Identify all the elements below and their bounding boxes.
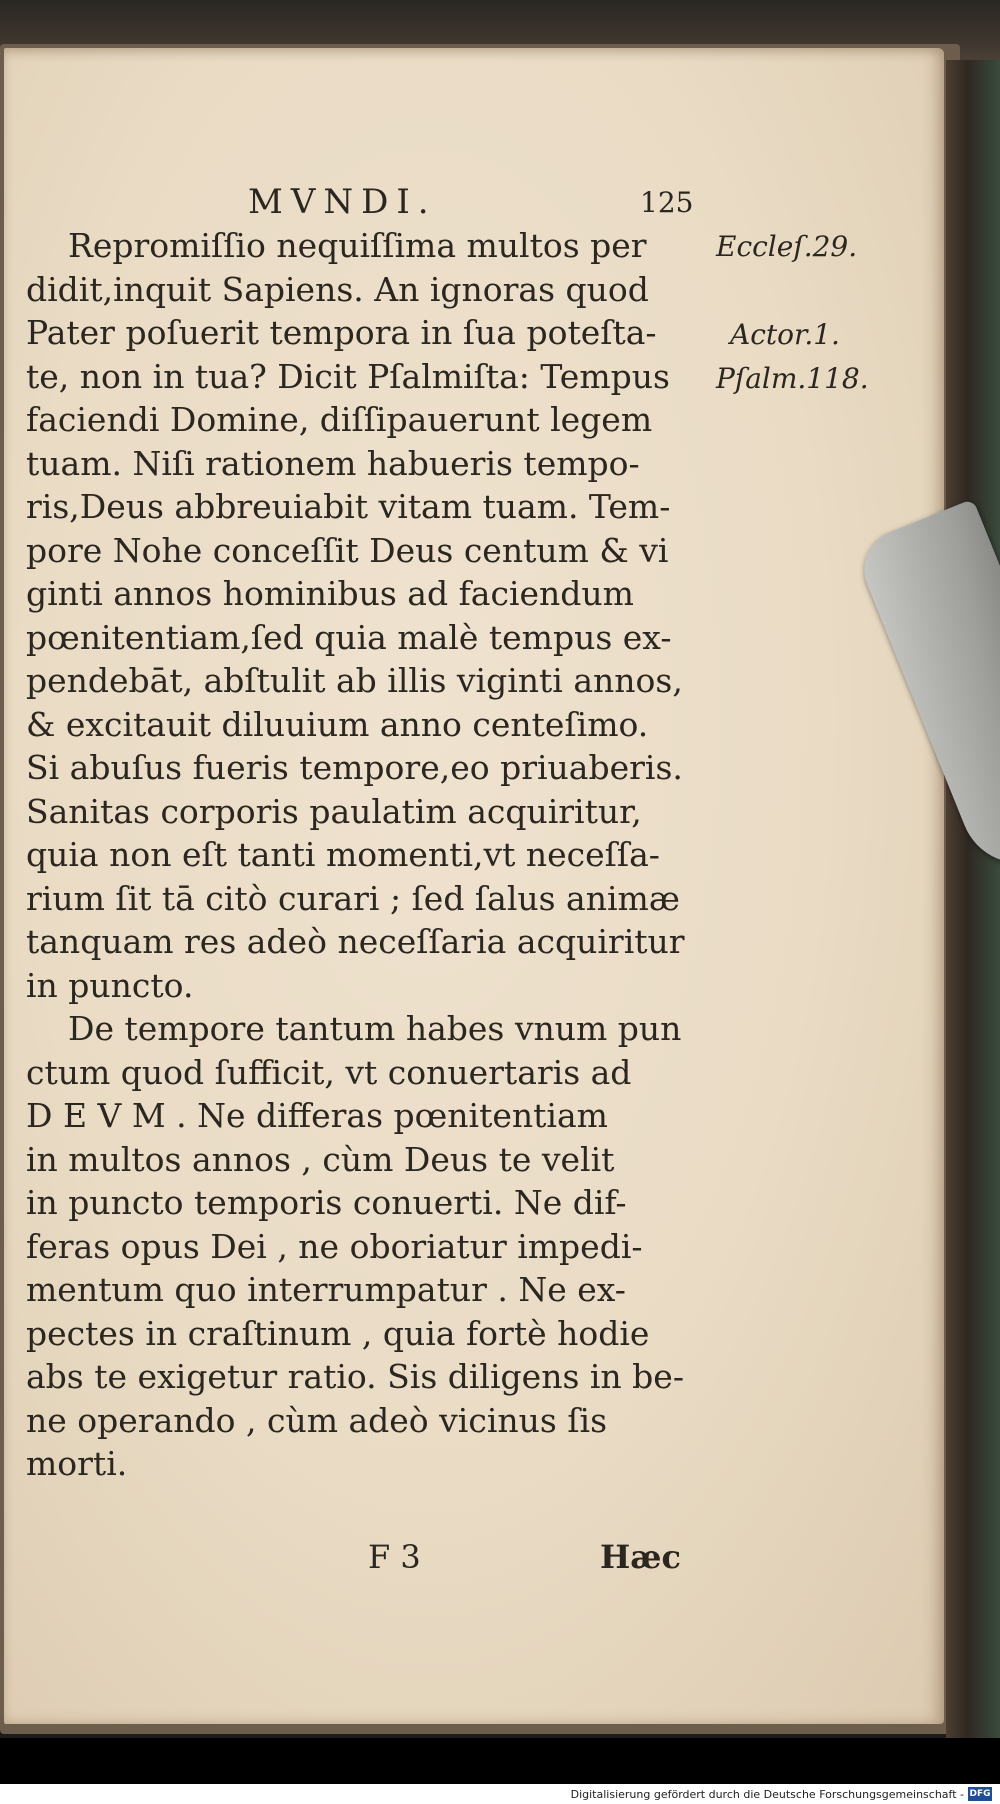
book-right-edge bbox=[946, 60, 1000, 1740]
dfg-logo[interactable]: DFG bbox=[969, 1789, 991, 1799]
text-line: D E V M . Ne differas pœnitentiam bbox=[26, 1096, 608, 1135]
text-line: De tempore tantum habes vnum pun bbox=[68, 1009, 682, 1048]
text-line: in multos annos , cùm Deus te velit bbox=[26, 1139, 615, 1179]
digitization-credit: Digitalisierung gefördert durch die Deutsche Forschungsgemeinschaft - bbox=[570, 1788, 964, 1801]
text-line: ginti annos hominibus ad faciendum bbox=[26, 574, 634, 613]
marginal-note: Pſalm.118. bbox=[716, 362, 869, 395]
text-line: Si abuſus fueris tempore,eo priuaberis. bbox=[26, 748, 683, 787]
text-line: tuam. Niſi rationem habueris tempo- bbox=[26, 443, 640, 483]
text-line: didit,inquit Sapiens. An ignoras quod bbox=[26, 269, 649, 309]
text-line: quia non eſt tanti momenti,vt neceſſa- bbox=[26, 835, 660, 874]
text-line: ctum quod ſufficit, vt conuertaris ad bbox=[26, 1052, 632, 1092]
body-text bbox=[26, 224, 706, 1486]
text-line: pore Nohe conceſſit Deus centum & vi bbox=[26, 530, 669, 570]
text-line: feras opus Dei , ne oboriatur impedi- bbox=[26, 1226, 643, 1266]
page-footer bbox=[0, 1538, 946, 1588]
text-line: abs te exigetur ratio. Sis diligens in be- bbox=[26, 1357, 684, 1396]
marginal-note: Actor.1. bbox=[730, 318, 840, 351]
marginal-note: Eccleſ.29. bbox=[716, 230, 858, 263]
text-line: ris,Deus abbreuiabit vitam tuam. Tem- bbox=[26, 487, 671, 526]
text-line: pectes in craſtinum , quia fortè hodie bbox=[26, 1313, 650, 1353]
running-head: MVNDI. bbox=[248, 182, 437, 222]
text-line: tanquam res adeò neceſſaria acquiritur bbox=[26, 922, 685, 961]
text-line: pendebāt, abſtulit ab illis viginti annos, bbox=[26, 661, 683, 700]
signature-mark: F 3 bbox=[368, 1538, 421, 1576]
text-line: Pater poſuerit tempora in ſua poteſta- bbox=[26, 313, 657, 352]
page-number: 125 bbox=[640, 186, 694, 219]
text-line: Sanitas corporis paulatim acquiritur, bbox=[26, 791, 642, 831]
text-line: te, non in tua? Dicit Pſalmiſta: Tempus bbox=[26, 356, 670, 396]
text-line: pœnitentiam,ſed quia malè tempus ex- bbox=[26, 617, 672, 657]
text-line: morti. bbox=[26, 1444, 128, 1483]
text-line: Repromiſſio nequiſſima multos per bbox=[68, 226, 647, 265]
text-line: mentum quo interrumpatur . Ne ex- bbox=[26, 1270, 626, 1309]
text-line: rium ſit tā citò curari ; ſed ſalus animæ bbox=[26, 878, 680, 918]
text-line: faciendi Domine, diſſipauerunt legem bbox=[26, 400, 653, 439]
text-line: & excitauit diluuium anno centeſimo. bbox=[26, 704, 649, 744]
text-line: in puncto. bbox=[26, 965, 194, 1005]
catchword: Hæc bbox=[600, 1538, 681, 1576]
text-line: in puncto temporis conuerti. Ne dif- bbox=[26, 1183, 627, 1222]
text-line: ne operando , cùm adeò vicinus ſis bbox=[26, 1400, 608, 1440]
